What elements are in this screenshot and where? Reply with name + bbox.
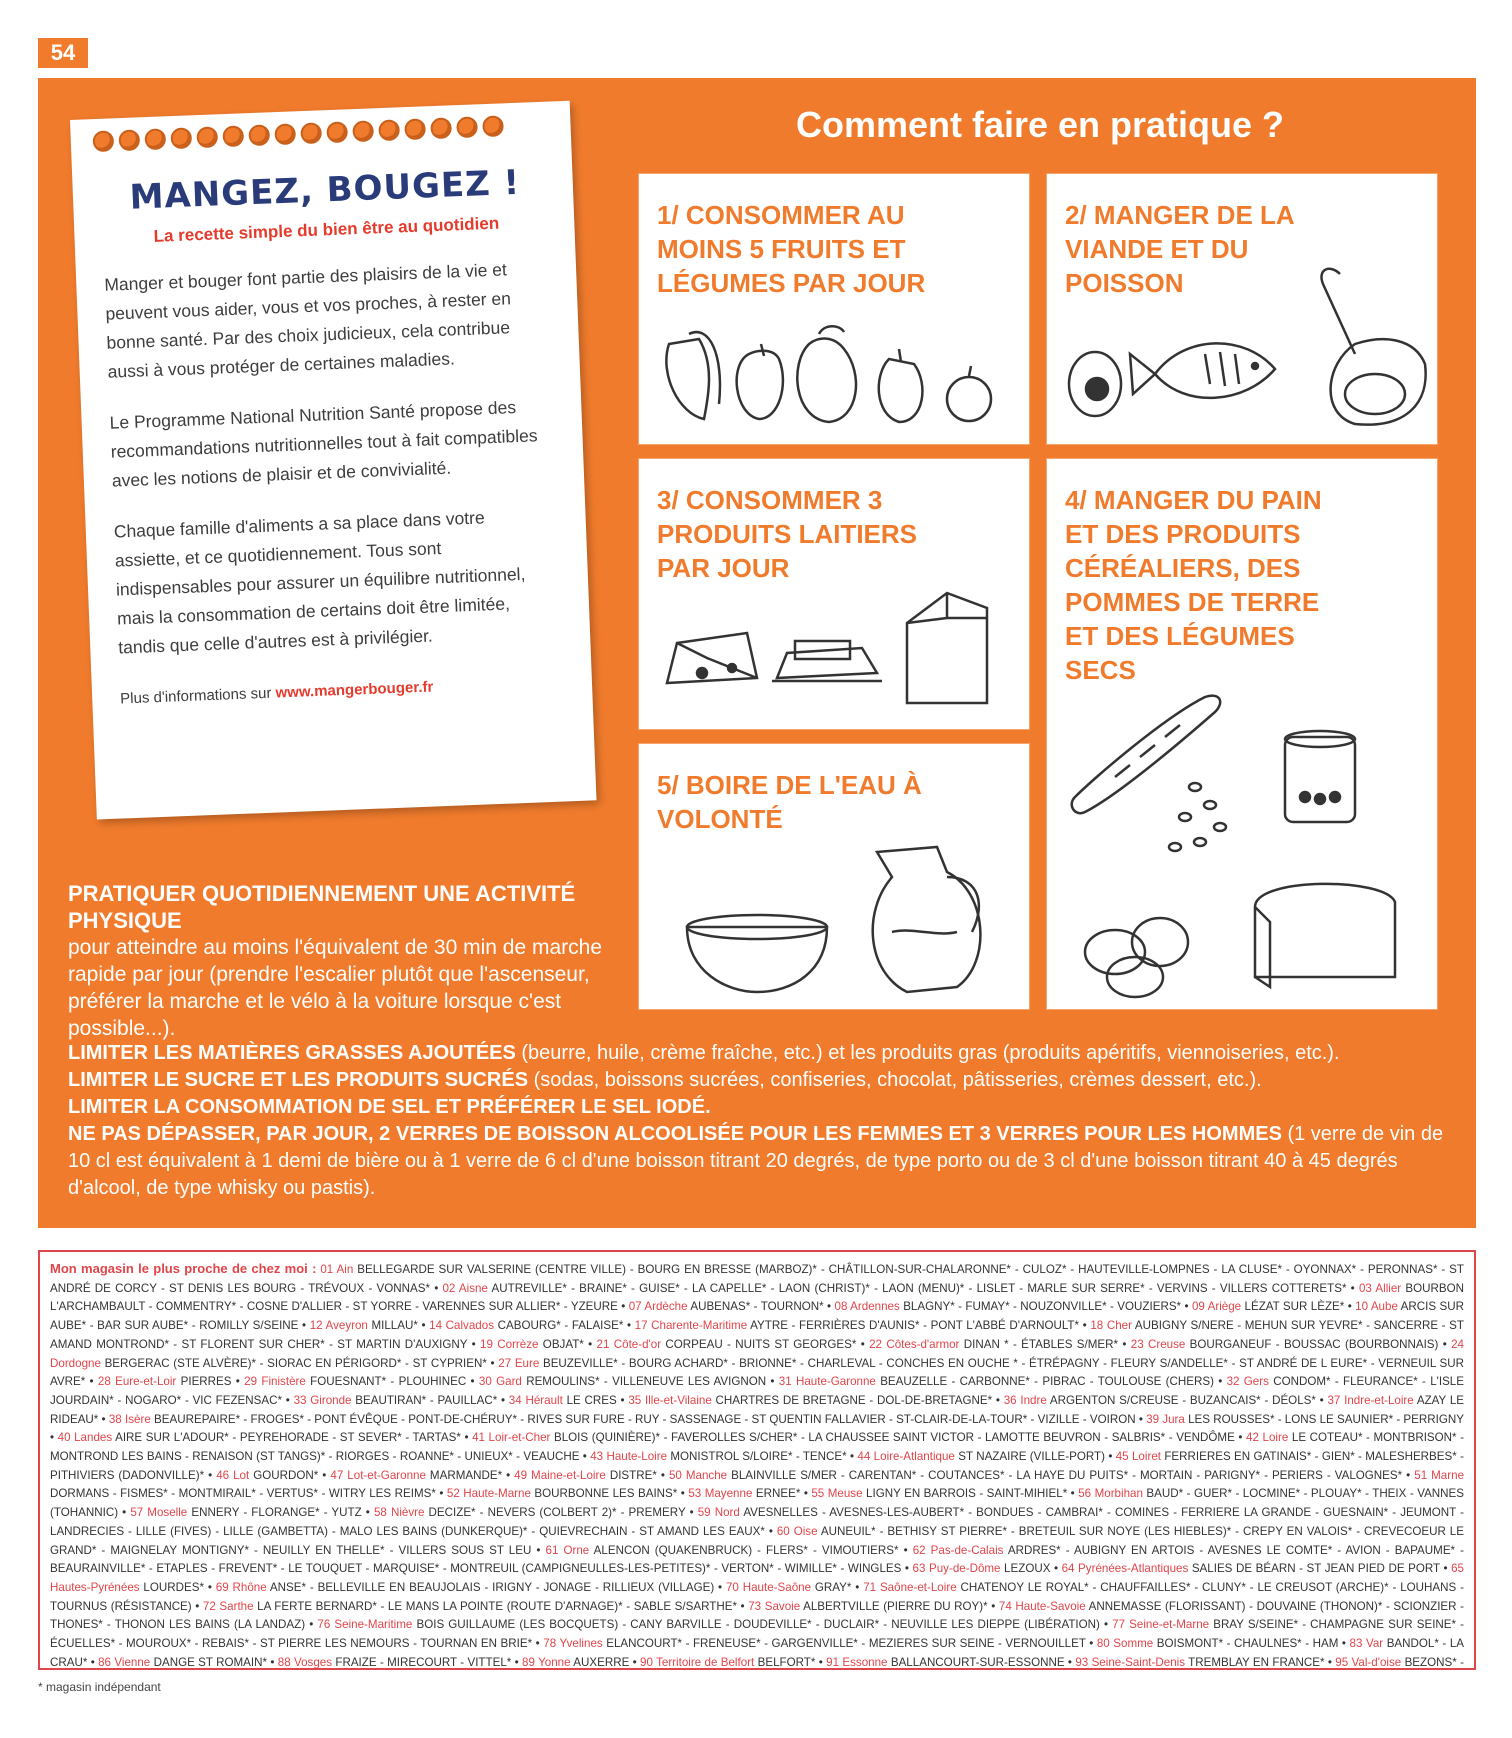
ring-icon bbox=[274, 123, 296, 145]
department-label: 45 Loiret bbox=[1115, 1450, 1161, 1464]
department-label: 28 Eure-et-Loir bbox=[97, 1375, 177, 1389]
department-label: 63 Puy-de-Dôme bbox=[912, 1562, 1001, 1576]
department-label: 93 Seine-Saint-Denis bbox=[1075, 1655, 1186, 1669]
department-stores: MARMANDE* • bbox=[425, 1468, 515, 1482]
department-stores: BOISMONT* - CHAULNES* - HAM • bbox=[1153, 1637, 1350, 1651]
department-stores: ALBERTVILLE (PIERRE DU ROY)* • bbox=[800, 1599, 999, 1613]
department-stores: ARDRES* - AUBIGNY EN ARTOIS - AVESNES LE COMTE* - AVION - BAPAUME* - BEAURAINVILLE* - ETAPLES - FREVENT* - LE TOUQUET - MARQUISE* - MONTREUIL (CAMPIGNEULLES-LES-PETITES)* - VERTON* - WIMILLE* - WINGLES • bbox=[50, 1543, 1464, 1576]
department-label: 58 Nièvre bbox=[373, 1506, 425, 1520]
department-stores: BRAY S/SEINE* - CHAMPAGNE SUR SEINE* - ÉCUELLES* - MOUROUX* - REBAIS* - ST PIERRE LES NEMOURS - TOURNAN EN BRIE* • bbox=[50, 1618, 1465, 1651]
department-label: 19 Corrèze bbox=[480, 1337, 539, 1351]
department-stores: FERRIERES EN GATINAIS* - GIEN* - MALESHERBES* - PITHIVIERS (DADONVILLE)* • bbox=[50, 1450, 1464, 1482]
card-title: 4/ MANGER DU PAIN ET DES PRODUITS CÉRÉALIERS, DES POMMES DE TERRE ET DES LÉGUMES SECS bbox=[1065, 485, 1322, 685]
department-label: 76 Seine-Maritime bbox=[317, 1618, 413, 1632]
department-label: 59 Nord bbox=[697, 1506, 740, 1520]
department-label: 73 Savoie bbox=[748, 1599, 801, 1613]
department-label: 10 Aube bbox=[1355, 1300, 1398, 1314]
department-label: 88 Vosges bbox=[277, 1655, 333, 1669]
notepad-paragraph: Manger et bouger font partie des plaisirs de la vie et peuvent vous aider, vous et vos proches, à rester en bonne santé. Par des choix judicieux, cela contribue aussi à vous protéger de certaines maladies. bbox=[103, 259, 512, 382]
department-stores: LEZOUX • bbox=[1000, 1562, 1062, 1576]
department-stores: BEAUREPAIRE* - FROGES* - PONT ÉVÊQUE - PONT-DE-CHÉRUY* - RIVES SUR FURE - RUY - SASSENAGE - ST QUENTIN FALLAVIER - ST-CLAIR-DE-LA-TOUR* - VIZILLE - VOIRON • bbox=[150, 1412, 1147, 1426]
department-stores: CHATENOY LE ROYAL* - CHAUFFAILLES* - CLUNY* - LE CREUSOT (ARCHE)* - LOUHANS - TOURNUS (RÉSISTANCE) • bbox=[50, 1580, 1464, 1613]
department-label: 65 Hautes-Pyrénées bbox=[50, 1562, 1464, 1594]
department-label: 27 Eure bbox=[498, 1356, 540, 1370]
department-label: 50 Manche bbox=[668, 1468, 728, 1482]
notepad-title: MANGEZ, BOUGEZ ! bbox=[128, 162, 521, 218]
limit-alcohol bbox=[68, 1121, 1458, 1202]
department-stores: OBJAT* • bbox=[538, 1337, 597, 1351]
department-stores: DANGE ST ROMAIN* • bbox=[150, 1655, 278, 1669]
department-label: 21 Côte-d'or bbox=[596, 1337, 662, 1351]
department-stores: ST NAZAIRE (VILLE-PORT) • bbox=[954, 1450, 1116, 1464]
department-stores: AUNEUIL* - BETHISY ST PIERRE* - BRETEUIL SUR NOYE (LES HIEBLES)* - CREPY EN VALOIS* - CREVECOEUR LE GRAND* - MAIGNELAY MONTIGNY* - NEUILLY EN THELLE* - VILLERS SOUS ST LEU • bbox=[50, 1524, 1464, 1557]
department-label: 90 Territoire de Belfort bbox=[640, 1655, 755, 1669]
bread-cereals-icon bbox=[1055, 677, 1435, 1007]
department-stores: BALLANCOURT-SUR-ESSONNE • bbox=[887, 1655, 1076, 1669]
department-label: 40 Landes bbox=[57, 1431, 113, 1445]
water-jug-icon bbox=[647, 832, 1027, 1002]
limit-alcohol-text: (1 verre de vin de 10 cl est équivalent à 1 demi de bière ou à 1 verre de 6 cl d'une boisson titrant 20 degrés, de type porto ou de 3 cl d'une boisson titrant 40 à 45 degrés d'alcool, de type whisky ou pastis). bbox=[68, 1123, 1444, 1199]
activity-heading: PRATIQUER QUOTIDIENNEMENT UNE ACTIVITÉ PHYSIQUE bbox=[68, 881, 576, 933]
department-stores: BEAUZELLE - CARBONNE* - PIBRAC - TOULOUSE (CHERS) • bbox=[875, 1375, 1227, 1389]
ring-icon bbox=[222, 125, 244, 147]
department-stores: FRAIZE - MIRECOURT - VITTEL* • bbox=[332, 1655, 523, 1669]
department-label: 51 Marne bbox=[1414, 1468, 1465, 1482]
department-label: 74 Haute-Savoie bbox=[998, 1599, 1086, 1613]
department-stores: AIRE SUR L'ADOUR* - PEYREHORADE - ST SEVER* - TARTAS* • bbox=[112, 1431, 473, 1445]
department-stores: GRAY* • bbox=[811, 1580, 864, 1594]
department-label: 08 Ardennes bbox=[834, 1300, 900, 1314]
limit-sugar-text: (sodas, boissons sucrées, confiseries, chocolat, pâtisseries, crèmes dessert, etc.). bbox=[528, 1069, 1262, 1091]
department-stores: LE COTEAU* - MONTBRISON* - MONTROND LES BAINS - RENAISON (ST TANGS)* - RIORGES - ROANNE* - UNIEUX* - VEAUCHE • bbox=[50, 1431, 1464, 1464]
more-info-prefix: Plus d'informations sur bbox=[119, 684, 272, 708]
department-label: 17 Charente-Maritime bbox=[634, 1319, 748, 1333]
department-label: 86 Vienne bbox=[98, 1655, 151, 1669]
department-label: 24 Dordogne bbox=[50, 1337, 1465, 1370]
department-stores: AUBENAS* - TOURNON* • bbox=[687, 1300, 835, 1314]
department-label: 33 Gironde bbox=[293, 1393, 352, 1407]
department-label: 57 Moselle bbox=[130, 1506, 188, 1520]
department-label: 70 Haute-Saône bbox=[725, 1580, 812, 1594]
department-label: 38 Isère bbox=[108, 1412, 151, 1426]
department-label: 69 Rhône bbox=[215, 1580, 267, 1594]
department-stores: ENNERY - FLORANGE* - YUTZ • bbox=[187, 1506, 374, 1520]
notepad-paragraph: Chaque famille d'aliments a sa place dans votre assiette, et ce quotidiennement. Tous sont indispensables pour assurer un équilibre nutritionnel, mais la consommation de certains doit être limitée, tandis que celle d'autres est à privilégier. bbox=[113, 507, 526, 658]
department-label: 30 Gard bbox=[478, 1375, 522, 1389]
card-title: 2/ MANGER DE LA VIANDE ET DU POISSON bbox=[1065, 200, 1294, 298]
department-stores: ANSE* - BELLEVILLE EN BEAUJOLAIS - IRIGNY - JONAGE - RILLIEUX (VILLAGE) • bbox=[266, 1580, 726, 1594]
notepad-rings bbox=[92, 115, 504, 152]
department-label: 09 Ariège bbox=[1191, 1300, 1242, 1314]
ring-icon bbox=[404, 118, 426, 140]
department-stores: TREMBLAY EN FRANCE* • bbox=[1185, 1655, 1336, 1669]
department-label: 29 Finistère bbox=[244, 1375, 306, 1389]
ring-icon bbox=[144, 128, 166, 150]
department-stores: ALENCON (QUAKENBRUCK) - FLERS* - VIMOUTIERS* • bbox=[589, 1543, 913, 1557]
department-stores: ARCIS SUR AUBE* - BAR SUR AUBE* - ROMILLY S/SEINE • bbox=[50, 1300, 1464, 1333]
department-label: 60 Oise bbox=[776, 1524, 818, 1538]
more-info bbox=[120, 673, 568, 707]
activity-body: pour atteindre au moins l'équivalent de 30 min de marche rapide par jour (prendre l'escalier plutôt que l'ascenseur, préférer la marche et le vélo à la voiture lorsque c'est possible...). bbox=[68, 936, 602, 1040]
footnote: * magasin indépendant bbox=[38, 1680, 161, 1694]
ring-icon bbox=[326, 121, 348, 143]
notepad-card bbox=[70, 101, 597, 820]
card-water bbox=[639, 744, 1029, 1009]
department-label: 55 Meuse bbox=[811, 1487, 863, 1501]
department-stores: BOURBON L'ARCHAMBAULT - COMMENTRY* - COSNE D'ALLIER - ST YORRE - VARENNES SUR ALLIER* - YZEURE • bbox=[50, 1281, 1464, 1314]
department-stores: BEAUTIRAN* - PAUILLAC* • bbox=[351, 1393, 509, 1407]
department-label: 12 Aveyron bbox=[309, 1319, 368, 1333]
department-stores: DECIZE* - NEVERS (COLBERT 2)* - PREMERY • bbox=[424, 1506, 698, 1520]
department-stores: AZAY LE RIDEAU* • bbox=[50, 1393, 1465, 1426]
department-label: 14 Calvados bbox=[429, 1319, 494, 1333]
limit-salt bbox=[68, 1094, 1458, 1121]
department-label: 43 Haute-Loire bbox=[590, 1450, 668, 1464]
department-label: 01 Ain bbox=[320, 1263, 354, 1276]
section-title: Comment faire en pratique ? bbox=[795, 104, 1285, 145]
ring-icon bbox=[378, 119, 400, 141]
department-label: 39 Jura bbox=[1146, 1412, 1185, 1426]
department-stores: BLAGNY* - FUMAY* - NOUZONVILLE* - VOUZIERS* • bbox=[899, 1300, 1192, 1314]
card-bread-cereals bbox=[1047, 459, 1437, 1009]
ring-icon bbox=[456, 116, 478, 138]
department-label: 44 Loire-Atlantique bbox=[857, 1450, 955, 1464]
notepad-subtitle: La recette simple du bien être au quotidien bbox=[153, 213, 500, 246]
department-stores: CHARTRES DE BRETAGNE - DOL-DE-BRETAGNE* • bbox=[711, 1393, 1004, 1407]
store-list-body bbox=[50, 1263, 1464, 1670]
department-stores: ARGENTON S/CREUSE - BUZANCAIS* - DÉOLS* • bbox=[1046, 1393, 1328, 1407]
department-label: 03 Allier bbox=[1358, 1281, 1402, 1295]
department-label: 42 Loire bbox=[1246, 1431, 1289, 1445]
card-title: 1/ CONSOMMER AU MOINS 5 FRUITS ET LÉGUMES PAR JOUR bbox=[657, 200, 926, 298]
card-meat-fish bbox=[1047, 174, 1437, 444]
department-stores: BANDOL* - LA CRAU* • bbox=[50, 1637, 1464, 1669]
department-label: 91 Essonne bbox=[826, 1655, 888, 1669]
department-label: 37 Indre-et-Loire bbox=[1327, 1393, 1414, 1407]
physical-activity-block bbox=[68, 880, 628, 1042]
dairy-products-icon bbox=[647, 563, 1027, 723]
department-label: 23 Creuse bbox=[1130, 1337, 1186, 1351]
store-list bbox=[38, 1250, 1476, 1670]
department-label: 02 Aisne bbox=[442, 1281, 488, 1295]
department-label: 07 Ardèche bbox=[628, 1300, 688, 1314]
department-label: 35 Ille-et-Vilaine bbox=[628, 1393, 712, 1407]
department-label: 36 Indre bbox=[1003, 1393, 1047, 1407]
department-stores: SALIES DE BÉARN - ST JEAN PIED DE PORT • bbox=[1188, 1562, 1452, 1576]
ring-icon bbox=[248, 124, 270, 146]
department-label: 89 Yonne bbox=[522, 1655, 571, 1669]
department-label: 31 Haute-Garonne bbox=[778, 1375, 876, 1389]
department-stores: ANNEMASSE (FLORISSANT) - DOUVAINE (THONON)* - SCIONZIER - THONES* - THONON LES BAINS (LA LANDAZ) • bbox=[50, 1599, 1464, 1632]
ring-icon bbox=[196, 126, 218, 148]
department-label: 53 Mayenne bbox=[688, 1487, 753, 1501]
ring-icon bbox=[92, 130, 114, 152]
department-stores: AUXERRE • bbox=[570, 1655, 641, 1669]
department-label: 61 Orne bbox=[545, 1543, 590, 1557]
limit-sugar bbox=[68, 1067, 1458, 1094]
card-title: 5/ BOIRE DE L'EAU À VOLONTÉ bbox=[657, 770, 922, 834]
department-stores: LÉZAT SUR LÈZE* • bbox=[1241, 1300, 1356, 1314]
department-label: 64 Pyrénées-Atlantiques bbox=[1061, 1562, 1189, 1576]
department-label: 18 Cher bbox=[1090, 1319, 1132, 1333]
department-stores: AUBIGNY S/NERE - MEHUN SUR YEVRE* - SANCERRE - ST AMAND MONTROND* - ST FLORENT SUR CHER* - ST MARTIN D'AUXIGNY • bbox=[50, 1319, 1464, 1351]
department-stores: BERGERAC (STE ALVÈRE)* - SIORAC EN PÉRIGORD* - ST CYPRIEN* • bbox=[100, 1356, 499, 1370]
department-stores: CABOURG* - FALAISE* • bbox=[494, 1319, 635, 1333]
notepad-paragraph: Le Programme National Nutrition Santé propose des recommandations nutritionnelles tout à fait compatibles avec les notions de plaisir et de convivialité. bbox=[109, 397, 538, 491]
department-label: 95 Val-d'oise bbox=[1335, 1655, 1402, 1669]
ring-icon bbox=[352, 120, 374, 142]
ring-icon bbox=[118, 129, 140, 151]
department-label: 52 Haute-Marne bbox=[446, 1487, 531, 1501]
department-label: 47 Lot-et-Garonne bbox=[330, 1468, 426, 1482]
department-label: 72 Sarthe bbox=[202, 1599, 254, 1613]
department-stores: MILLAU* • bbox=[367, 1319, 430, 1333]
card-dairy bbox=[639, 459, 1029, 729]
ring-icon bbox=[170, 127, 192, 149]
department-stores: BLAINVILLE S/MER - CARENTAN* - COUTANCES* - LA HAYE DU PUITS* - MORTAIN - PARIGNY* - PERIERS - VALOGNES* • bbox=[727, 1468, 1415, 1482]
department-label: 62 Pas-de-Calais bbox=[912, 1543, 1004, 1557]
department-label: 56 Morbihan bbox=[1078, 1487, 1143, 1501]
department-stores: BELFORT* • bbox=[754, 1655, 827, 1669]
department-stores: BOIS GUILLAUME (LES BOCQUETS) - CANY BARVILLE - DOUDEVILLE* - DUCLAIR* - NEUVILLE LES DIEPPE (LIBÉRATION) • bbox=[412, 1618, 1113, 1632]
fruits-vegetables-icon bbox=[649, 304, 1019, 434]
department-stores: FOUESNANT* - PLOUHINEC • bbox=[305, 1375, 479, 1389]
department-stores: DISTRE* • bbox=[605, 1468, 669, 1482]
department-stores: DORMANS - FISMES* - MONTMIRAIL* - VERTUS* - WITRY LES REIMS* • bbox=[50, 1487, 447, 1501]
department-stores: LA FERTE BERNARD* - LE MANS LA POINTE (ROUTE D'ARNAGE)* - SABLE S/SARTHE* • bbox=[253, 1599, 749, 1613]
department-label: 78 Yvelines bbox=[543, 1637, 603, 1651]
department-stores: AYTRE - FERRIÈRES D'AUNIS* - PONT L'ABBÉ D'ARNOULT* • bbox=[747, 1319, 1091, 1333]
department-label: 41 Loir-et-Cher bbox=[472, 1431, 551, 1445]
mangerbouger-link[interactable]: www.mangerbouger.fr bbox=[275, 678, 434, 702]
ring-icon bbox=[482, 115, 504, 137]
department-stores: AUTREVILLE* - BRAINE* - GUISE* - LA CAPELLE* - LAON (CHRIST)* - LAON (MENU)* - LISLET - MARLE SUR SERRE* - VERVINS - VILLERS COTTERETS* • bbox=[487, 1281, 1359, 1295]
department-stores: LOURDES* • bbox=[139, 1580, 216, 1594]
card-fruits-vegetables bbox=[639, 174, 1029, 444]
limit-salt-bold: LIMITER LA CONSOMMATION DE SEL ET PRÉFÉRER LE SEL IODÉ. bbox=[68, 1096, 711, 1118]
store-list-heading: Mon magasin le plus proche de chez moi : bbox=[50, 1261, 317, 1276]
department-stores: BOURBONNE LES BAINS* • bbox=[530, 1487, 689, 1501]
ring-icon bbox=[300, 122, 322, 144]
department-label: 83 Var bbox=[1349, 1637, 1384, 1651]
department-stores: BOURGANEUF - BOUSSAC (BOURBONNAIS) • bbox=[1185, 1337, 1452, 1351]
department-stores: REMOULINS* - VILLENEUVE LES AVIGNON • bbox=[521, 1375, 779, 1389]
limit-fats bbox=[68, 1040, 1458, 1067]
department-stores: BLOIS (QUINIÈRE)* - FAVEROLLES S/CHER* - LA CHAUSSEE SAINT VICTOR - LAMOTTE BEUVRON - SALBRIS* - VENDÔME • bbox=[550, 1431, 1247, 1445]
department-label: 80 Somme bbox=[1096, 1637, 1154, 1651]
department-stores: MONISTROL S/LOIRE* - TENCE* • bbox=[667, 1450, 858, 1464]
ring-icon bbox=[430, 117, 452, 139]
meat-fish-icon bbox=[1055, 244, 1435, 434]
department-label: 49 Maine-et-Loire bbox=[514, 1468, 606, 1482]
limit-fats-text: (beurre, huile, crème fraîche, etc.) et les produits gras (produits apéritifs, viennoiseries, etc.). bbox=[515, 1042, 1340, 1064]
department-label: 71 Saône-et-Loire bbox=[863, 1580, 957, 1594]
department-label: 77 Seine-et-Marne bbox=[1112, 1618, 1210, 1632]
limit-fats-bold: LIMITER LES MATIÈRES GRASSES AJOUTÉES bbox=[68, 1042, 516, 1064]
department-stores: GOURDON* • bbox=[249, 1468, 331, 1482]
department-stores: PIERRES • bbox=[176, 1375, 245, 1389]
department-label: 34 Hérault bbox=[508, 1393, 563, 1407]
department-stores: CORPEAU - NUITS ST GEORGES* • bbox=[661, 1337, 870, 1351]
card-title: 3/ CONSOMMER 3 PRODUITS LAITIERS PAR JOUR bbox=[657, 485, 918, 583]
department-stores: BAUD* - GUER* - LOCMINE* - PLOUAY* - THEIX - VANNES (TOHANNIC) • bbox=[50, 1487, 1465, 1520]
department-stores: LIGNY EN BARROIS - SAINT-MIHIEL* • bbox=[862, 1487, 1079, 1501]
department-stores: BEZONS* - bbox=[1404, 1655, 1464, 1669]
page-number: 54 bbox=[38, 38, 88, 68]
department-stores: BEUZEVILLE* - BOURG ACHARD* - BRIONNE* - CHARLEVAL - CONCHES EN OUCHE * - ÉTRÉPAGNY - FLEURY S/ANDELLE* - ST ANDRÉ DE L EURE* - VERNEUIL SUR AVRE* • bbox=[50, 1356, 1464, 1389]
department-label: 46 Lot bbox=[216, 1468, 250, 1482]
department-stores: LE CRES • bbox=[562, 1393, 629, 1407]
department-label: 32 Gers bbox=[1226, 1375, 1269, 1389]
limit-alcohol-bold: NE PAS DÉPASSER, PAR JOUR, 2 VERRES DE BOISSON ALCOOLISÉE POUR LES FEMMES ET 3 VERRES POUR LES HOMMES bbox=[68, 1123, 1282, 1145]
department-label: 22 Côtes-d'armor bbox=[869, 1337, 960, 1351]
department-stores: ELANCOURT* - FRENEUSE* - GARGENVILLE* - MEZIERES SUR SEINE - VERNOUILLET • bbox=[602, 1637, 1097, 1651]
department-stores: AVESNELLES - AVESNES-LES-AUBERT* - BONDUES - CAMBRAI* - COMINES - FERRIERE LA GRANDE - GUESNAIN* - JEUMONT - LANDRECIES - LILLE (FIVES) - LILLE (GAMBETTA) - MALO LES BAINS (DUNKERQUE)* - QUIEVRECHAIN - ST AMAND LES EAUX* • bbox=[50, 1506, 1465, 1538]
limits-block bbox=[68, 1040, 1458, 1202]
department-stores: DINAN * - ÉTABLES S/MER* • bbox=[959, 1337, 1131, 1351]
department-stores: LES ROUSSES* - LONS LE SAUNIER* - PERRIGNY • bbox=[50, 1412, 1464, 1445]
limit-sugar-bold: LIMITER LE SUCRE ET LES PRODUITS SUCRÉS bbox=[68, 1069, 529, 1091]
department-stores: CONDOM* - FLEURANCE* - L'ISLE JOURDAIN* - NOGARO* - VIC FEZENSAC* • bbox=[50, 1375, 1464, 1407]
department-stores: ERNEE* • bbox=[752, 1487, 812, 1501]
department-stores: BELLEGARDE SUR VALSERINE (CENTRE VILLE) - BOURG EN BRESSE (MARBOZ)* - CHÂTILLON-SUR-CHALARONNE* - CULOZ* - HAUTEVILLE-LOMPNES - LA CLUSE* - OYONNAX* - PERONNAS* - ST ANDRÉ DE CORCY - ST DENIS LES BOURG - TRÉVOUX - VONNAS* • bbox=[50, 1263, 1464, 1295]
